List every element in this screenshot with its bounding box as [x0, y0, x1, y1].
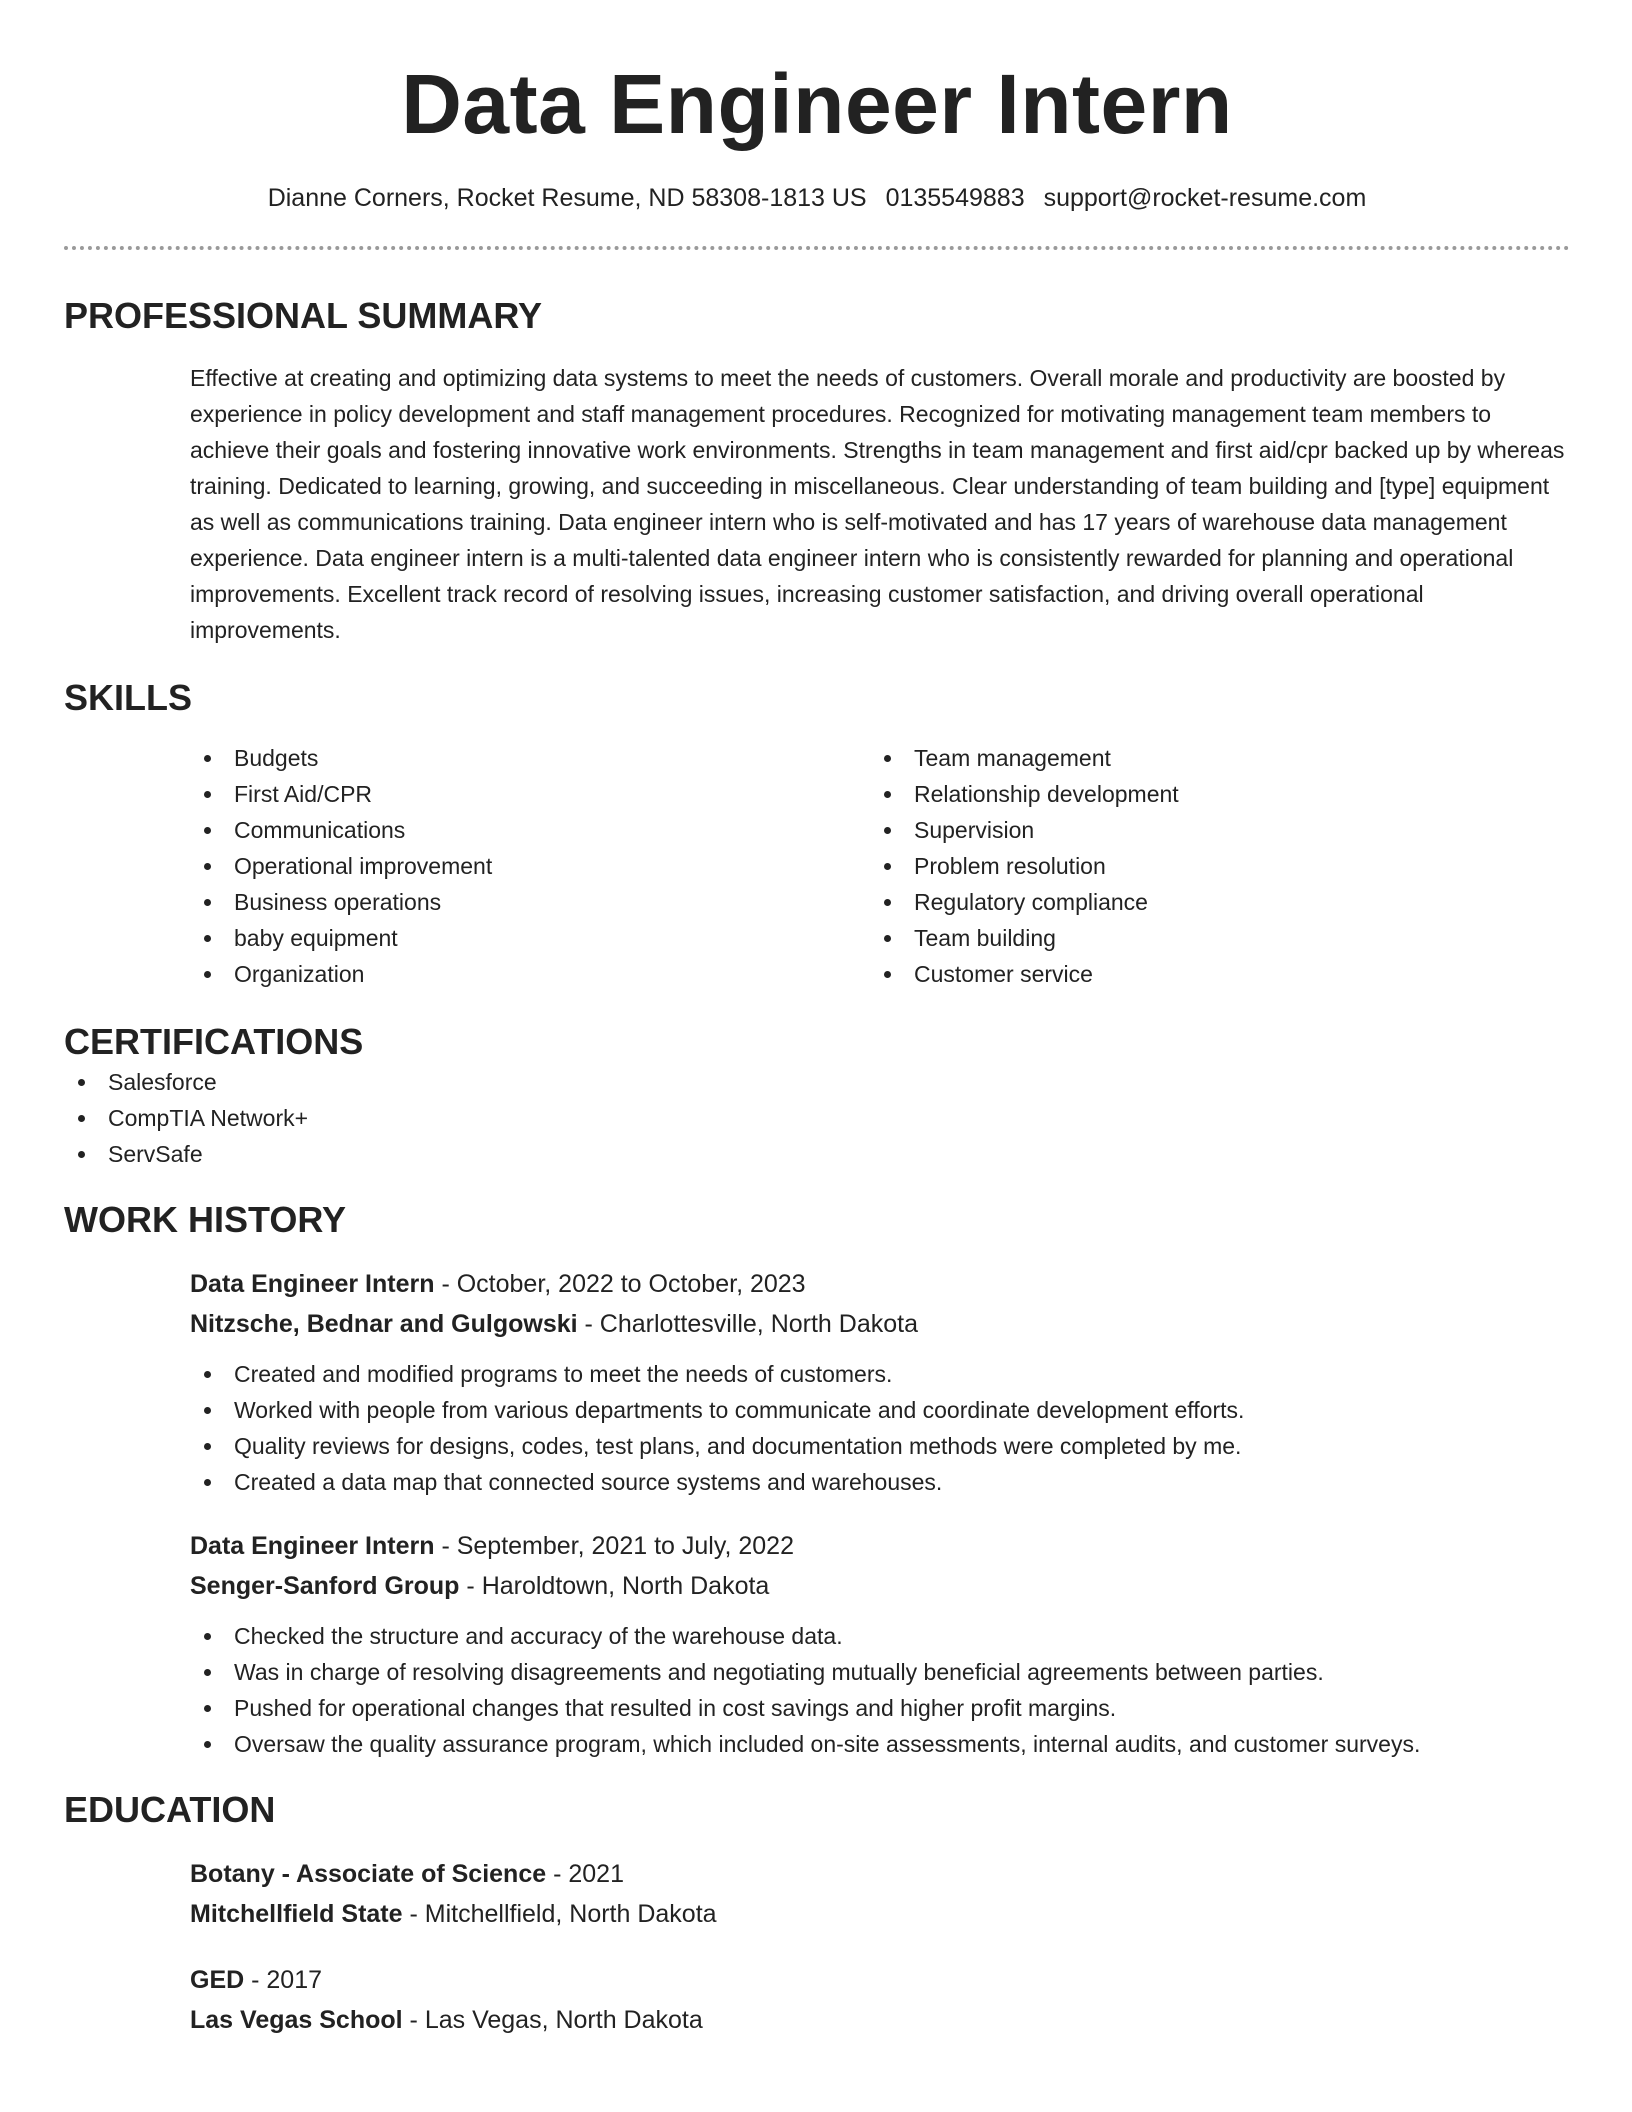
education-degree: Botany - Associate of Science [190, 1860, 547, 1888]
job-bullet: Created and modified programs to meet the needs of customers. [190, 1356, 1570, 1392]
skills-list-left [190, 740, 870, 992]
job-dates: October, 2022 to October, 2023 [456, 1270, 806, 1298]
education-year: 2017 [266, 1966, 323, 1994]
separator: - [244, 1966, 267, 1994]
job-company-line [190, 1566, 1570, 1606]
skills-list-right [870, 740, 1550, 992]
resume-page [64, 56, 1570, 2040]
job-bullet: Created a data map that connected source systems and warehouses. [190, 1464, 1570, 1500]
education-year: 2021 [568, 1860, 624, 1888]
separator: - [402, 1900, 425, 1928]
certifications-list [64, 1064, 1570, 1172]
education-section [64, 1788, 1570, 2040]
skill-item: Team management [870, 740, 1550, 776]
education-heading: EDUCATION [64, 1789, 276, 1830]
job-entry [190, 1526, 1570, 1762]
separator: - [434, 1532, 457, 1560]
contact-email: support@rocket-resume.com [1043, 184, 1367, 212]
skill-item: Operational improvement [190, 848, 870, 884]
skills-section [64, 676, 1570, 992]
education-entry [190, 1960, 1570, 2040]
education-degree-line [190, 1854, 1570, 1894]
skill-item: Communications [190, 812, 870, 848]
summary-heading: PROFESSIONAL SUMMARY [64, 295, 543, 336]
education-degree: GED [190, 1966, 245, 1994]
job-company-line [190, 1304, 1570, 1344]
certifications-heading: CERTIFICATIONS [64, 1021, 364, 1062]
work-history-section [64, 1198, 1570, 1762]
job-bullets [190, 1356, 1570, 1500]
certification-item: CompTIA Network+ [64, 1100, 1570, 1136]
job-bullet: Pushed for operational changes that resulted in cost savings and higher profit margins. [190, 1690, 1570, 1726]
education-location: Las Vegas, North Dakota [424, 2006, 703, 2034]
job-bullets [190, 1618, 1570, 1762]
skill-item: baby equipment [190, 920, 870, 956]
skill-item: First Aid/CPR [190, 776, 870, 812]
job-bullet: Quality reviews for designs, codes, test plans, and documentation methods were completed by me. [190, 1428, 1570, 1464]
job-entry [190, 1264, 1570, 1500]
education-degree-line [190, 1960, 1570, 2000]
resume-title: Data Engineer Intern [401, 57, 1233, 151]
job-bullet: Oversaw the quality assurance program, which included on-site assessments, internal audits, and customer surveys. [190, 1726, 1570, 1762]
separator: - [546, 1860, 569, 1888]
job-title: Data Engineer Intern [190, 1532, 435, 1560]
skill-item: Problem resolution [870, 848, 1550, 884]
skills-columns [190, 740, 1570, 992]
job-company: Nitzsche, Bednar and Gulgowski [190, 1310, 578, 1338]
contact-phone: 0135549883 [885, 184, 1025, 212]
header-divider [64, 246, 1570, 250]
skills-column-right [870, 740, 1550, 992]
job-bullet: Worked with people from various departments to communicate and coordinate development efforts. [190, 1392, 1570, 1428]
job-location: Charlottesville, North Dakota [599, 1310, 918, 1338]
education-school-line [190, 2000, 1570, 2040]
education-school: Mitchellfield State [190, 1900, 403, 1928]
skill-item: Organization [190, 956, 870, 992]
certification-item: Salesforce [64, 1064, 1570, 1100]
separator: - [434, 1270, 457, 1298]
skill-item: Team building [870, 920, 1550, 956]
skill-item: Relationship development [870, 776, 1550, 812]
certifications-section [64, 1020, 1570, 1172]
separator: - [459, 1572, 482, 1600]
certification-item: ServSafe [64, 1136, 1570, 1172]
skills-column-left [190, 740, 870, 992]
education-school-line [190, 1894, 1570, 1934]
contact-info [64, 180, 1570, 216]
skill-item: Business operations [190, 884, 870, 920]
skill-item: Supervision [870, 812, 1550, 848]
skill-item: Regulatory compliance [870, 884, 1550, 920]
job-bullet: Checked the structure and accuracy of the warehouse data. [190, 1618, 1570, 1654]
job-bullet: Was in charge of resolving disagreements and negotiating mutually beneficial agreements between parties. [190, 1654, 1570, 1690]
job-title: Data Engineer Intern [190, 1270, 435, 1298]
job-location: Haroldtown, North Dakota [481, 1572, 770, 1600]
separator: - [577, 1310, 600, 1338]
education-location: Mitchellfield, North Dakota [424, 1900, 717, 1928]
work-history-heading: WORK HISTORY [64, 1199, 347, 1240]
summary-text: Effective at creating and optimizing data systems to meet the needs of customers. Overall morale and productivity are boosted by experience in policy development and staff management procedures. Recognized for motivating management team members to achieve their goals and fostering innovative work environments. Strengths in team management and first aid/cpr backed up by whereas training. Dedicated to learning, growing, and succeeding in miscellaneous. Clear understanding of team building and [type] equipment as well as communications training. Data engineer intern who is self-motivated and has 17 years of warehouse data management experience. Data engineer intern is a multi-talented data engineer intern who is consistently rewarded for planning and operational improvements. Excellent track record of resolving issues, increasing customer satisfaction, and driving overall operational improvements. [190, 365, 1565, 643]
job-title-line [190, 1526, 1570, 1566]
job-title-line [190, 1264, 1570, 1304]
skill-item: Customer service [870, 956, 1550, 992]
summary-section [64, 294, 1570, 648]
skill-item: Budgets [190, 740, 870, 776]
contact-address: Dianne Corners, Rocket Resume, ND 58308-1813 US [267, 184, 867, 212]
job-dates: September, 2021 to July, 2022 [456, 1532, 794, 1560]
job-company: Senger-Sanford Group [190, 1572, 460, 1600]
education-entry [190, 1854, 1570, 1934]
skills-heading: SKILLS [64, 677, 193, 718]
separator: - [402, 2006, 425, 2034]
education-school: Las Vegas School [190, 2006, 403, 2034]
